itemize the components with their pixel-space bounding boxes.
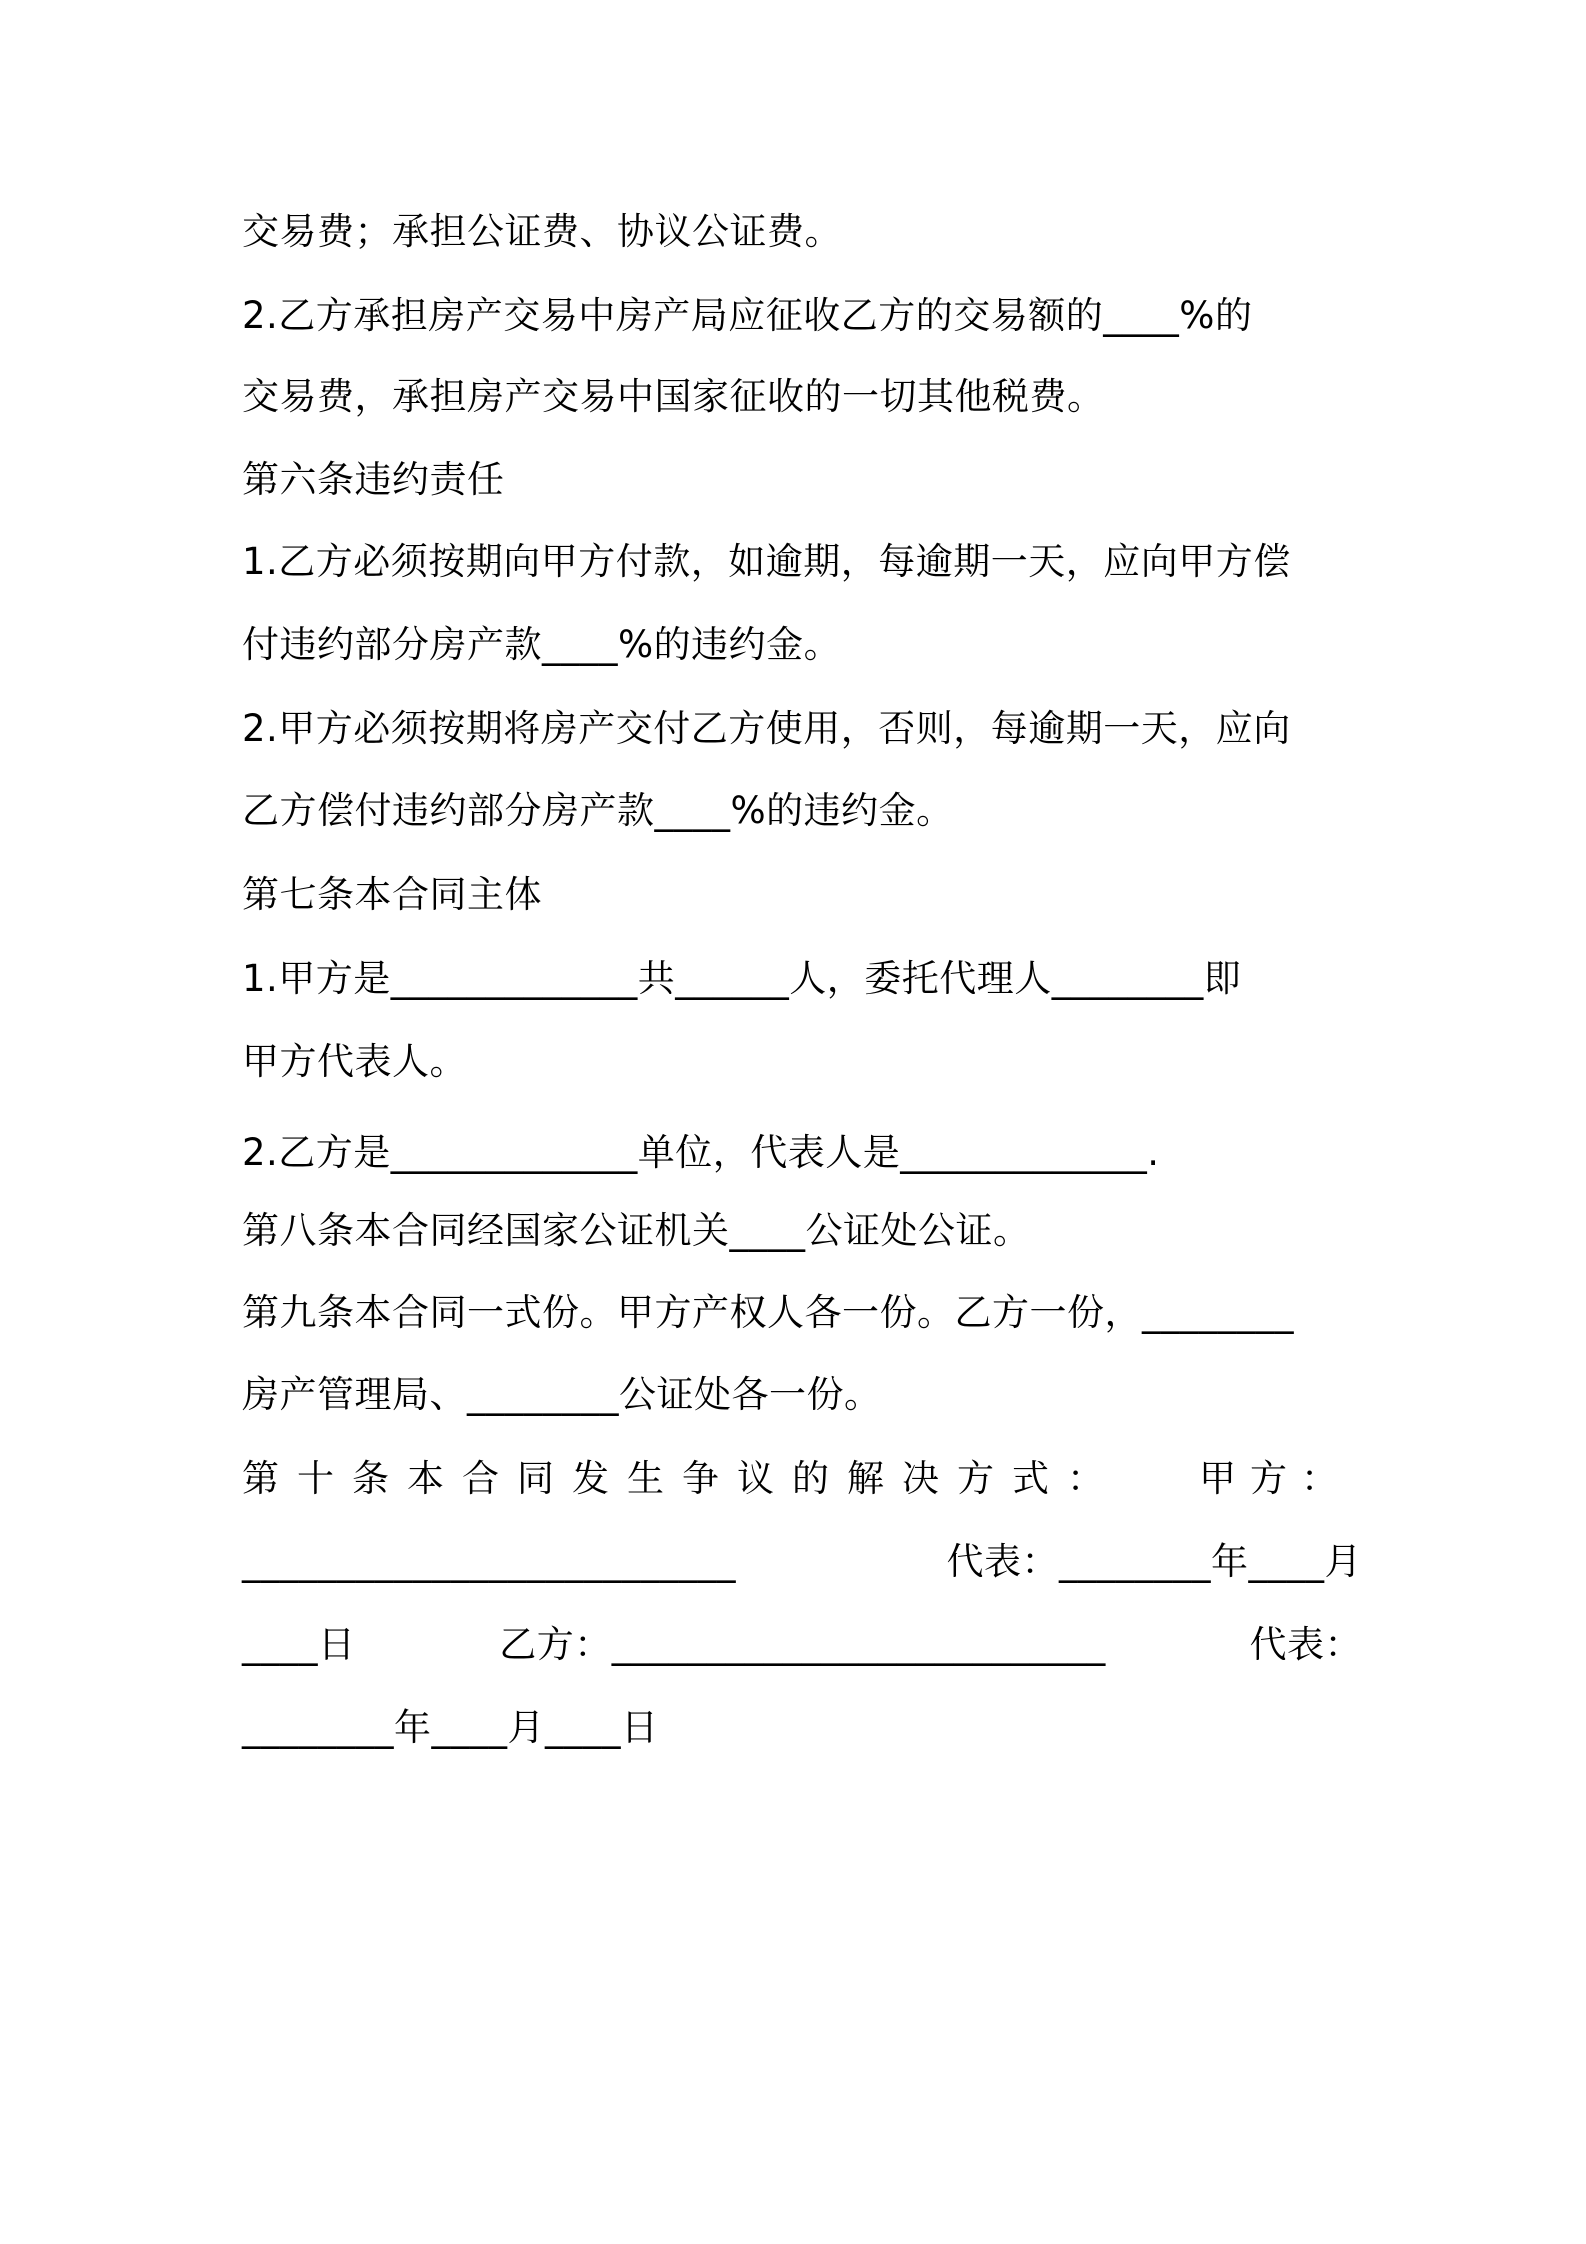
party-b-date: ________年____月____日 <box>242 1706 659 1749</box>
text-line: 1.乙方必须按期向甲方付款，如逾期，每逾期一天，应向甲方偿 <box>242 540 1291 583</box>
text-line: 2.乙方承担房产交易中房产局应征收乙方的交易额的____%的 <box>242 294 1253 337</box>
text-line: 交易费，承担房产交易中国家征收的一切其他税费。 <box>242 375 1105 418</box>
party-b-label: 乙方：__________________________ <box>499 1623 1106 1666</box>
text-line: 2.乙方是_____________单位，代表人是_____________. <box>242 1131 1160 1174</box>
text-line: 1.甲方是_____________共______人，委托代理人________即 <box>242 957 1242 1000</box>
dispute-resolution-clause: 第十条本合同发生争议的解决方式： <box>242 1457 1122 1500</box>
text-line: 甲方代表人。 <box>242 1040 467 1083</box>
signature-line-3 <box>242 1621 1362 1669</box>
party-a-label: 甲方： <box>1199 1457 1352 1500</box>
party-b-rep-label: 代表： <box>1249 1623 1362 1666</box>
text-line: 乙方偿付违约部分房产款____%的违约金。 <box>242 789 954 832</box>
signature-line-1 <box>242 1455 1362 1503</box>
party-a-day: ____日 <box>242 1623 356 1666</box>
party-a-rep-date: 代表：________年____月 <box>946 1540 1362 1583</box>
signature-line-2 <box>242 1538 1362 1586</box>
text-line: 房产管理局、________公证处各一份。 <box>242 1373 882 1416</box>
text-line: 2.甲方必须按期将房产交付乙方使用，否则，每逾期一天，应向 <box>242 707 1291 750</box>
party-a-blank: __________________________ <box>242 1540 736 1583</box>
section-heading: 第八条本合同经国家公证机关____公证处公证。 <box>242 1209 1031 1252</box>
text-line: 第九条本合同一式份。甲方产权人各一份。乙方一份，________ <box>242 1291 1294 1334</box>
section-heading: 第六条违约责任 <box>242 458 505 501</box>
text-line: 交易费；承担公证费、协议公证费。 <box>242 210 842 253</box>
text-line: 付违约部分房产款____%的违约金。 <box>242 623 842 666</box>
section-heading: 第七条本合同主体 <box>242 873 542 916</box>
